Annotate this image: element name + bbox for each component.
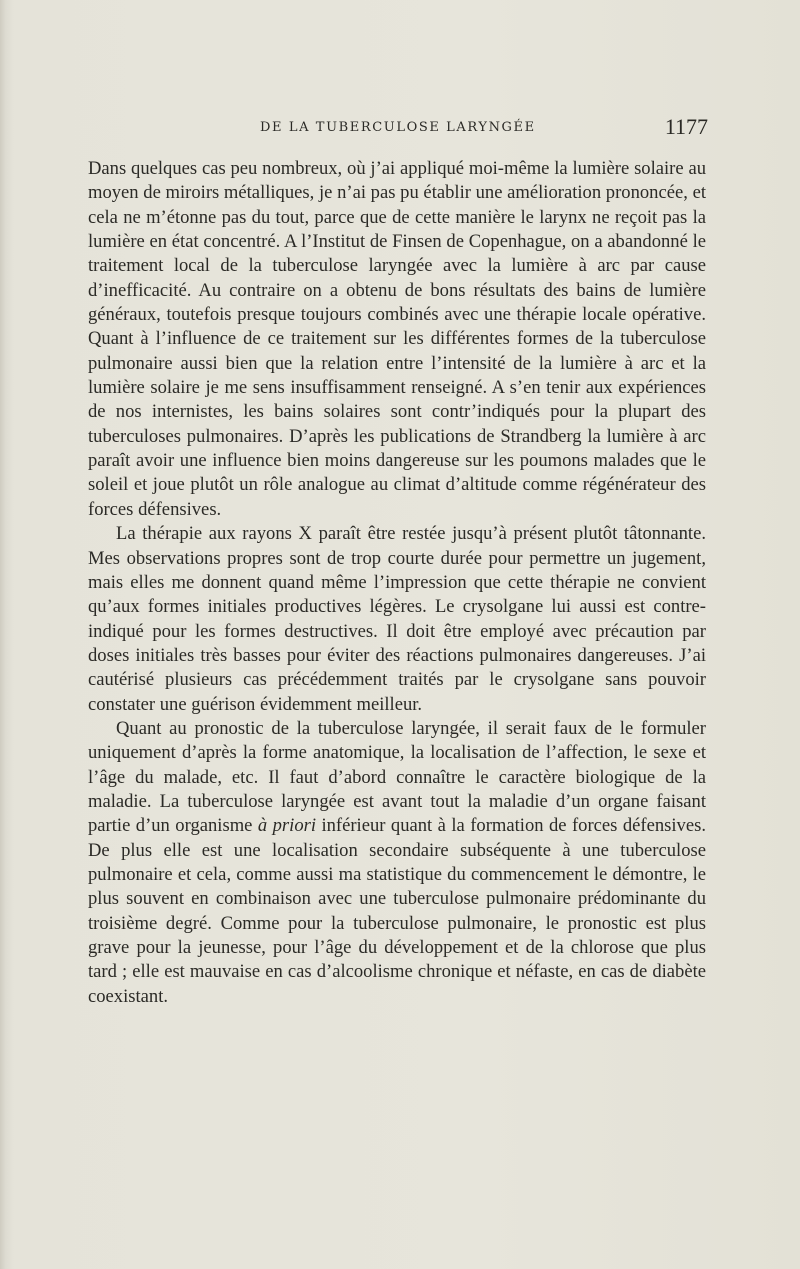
page-number: 1177: [664, 114, 708, 139]
paragraph-x-ray-therapy: La thérapie aux rayons X paraît être restée jusqu’à présent plutôt tâtonnante. Mes observations propres sont de trop courte durée pour permettre un jugement, mais elles me donnent quand même l’impression que cette thérapie ne convient qu’aux formes initiales productives légères. Le crysolgane lui aussi est contre-indiqué pour les formes destructives. Il doit être employé avec précaution par doses initiales très basses pour éviter des réactions pulmonaires dangereuses. J’ai cautérisé plusieurs cas précédemment traités par le crysolgane sans pouvoir constater une guérison évidemment meilleur.: [88, 523, 706, 715]
paragraph-light-therapy: Dans quelques cas peu nombreux, où j’ai appliqué moi-même la lumière solaire au moyen de miroirs métalliques, je n’ai pas pu établir une amélioration prononcée, et cela ne m’étonne pas du tout, parce que de cette manière le larynx ne reçoit pas la lumière en état concentré. A l’Institut de Finsen de Copenhague, on a abandonné le traitement local de la tuberculose laryngée avec la lumière à arc par cause d’inefficacité. Au contraire on a obtenu de bons résultats des bains de lumière généraux, toutefois presque toujours combinés avec une thérapie locale opérative. Quant à l’influence de ce traitement sur les différentes formes de la tuberculose pulmonaire aussi bien que la relation entre l’intensité de la lumière à arc et la lumière solaire je me sens insuffisamment renseigné. A s’en tenir aux expériences de nos internistes, les bains solaires sont contr’indiqués pour la plupart des tuberculoses pulmonaires. D’après les publications de Strandberg la lumière à arc paraît avoir une influence bien moins dangereuse sur les poumons malades que le soleil et joue plutôt un rôle analogue au climat d’altitude comme régénérateur des forces défensives.: [88, 158, 706, 520]
body-text: [88, 157, 706, 1009]
italic-a-priori: à priori: [257, 815, 317, 837]
running-head: [88, 116, 710, 146]
paragraph-prognosis: [88, 717, 706, 1009]
running-title: DE LA TUBERCULOSE LARYNGÉE: [260, 120, 536, 135]
prognosis-text-start: Quant au pronostic de la tuberculose laryngée, il serait faux de le formuler uniquement d’après la forme anatomique, la localisation de l’affection, le sexe et l’âge du malade, etc. Il faut d’abord connaître le caractère biologique de la maladie. La tuberculose laryngée est avant tout la maladie d’un organe faisant partie d’un organisme: [88, 717, 706, 837]
prognosis-text-end: inférieur quant à la formation de forces défensives. De plus elle est une localisation secondaire subséquente à une tuberculose pulmonaire et cela, comme aussi ma statistique du commencement le démontre, le plus souvent en combinaison avec une tuberculose pulmonaire prédominante du troisième degré. Comme pour la tuberculose pulmonaire, le pronostic est plus grave pour la jeunesse, pour l’âge du développement et de la chlorose que plus tard ; elle est mauvaise en cas d’alcoolisme chronique et néfaste, en cas de diabète coexistant.: [88, 815, 706, 1007]
